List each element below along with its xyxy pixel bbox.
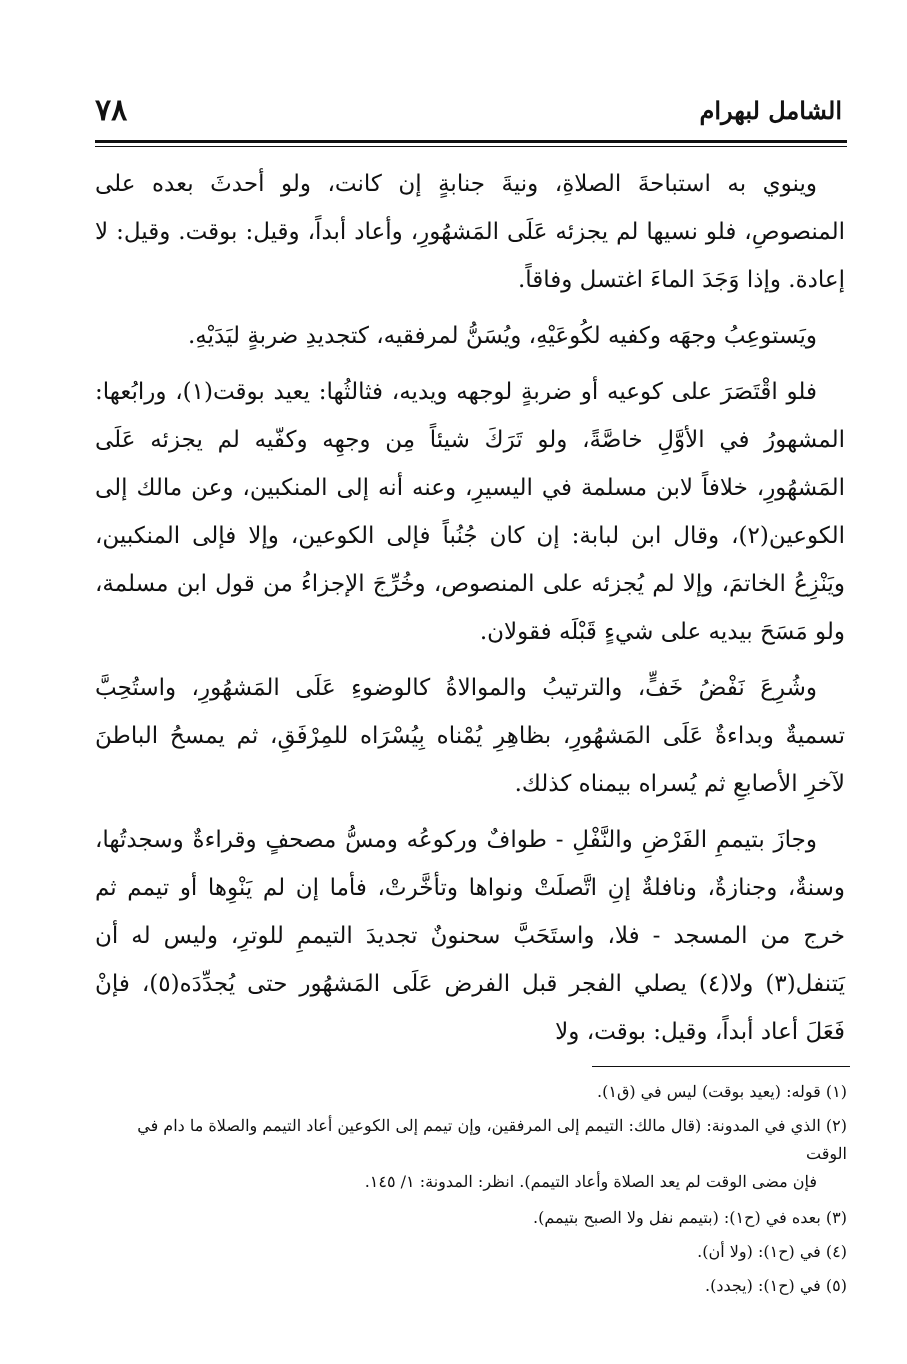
footnote-2-continued: فإن مضى الوقت لم يعد الصلاة وأعاد التيمم). انظر: المدونة: ١/ ١٤٥. bbox=[364, 1172, 817, 1191]
page-header bbox=[95, 90, 842, 130]
header-rule-thick bbox=[95, 140, 847, 143]
running-title: الشامل لبهرام bbox=[699, 95, 842, 125]
footnote-4: (٤) في (ح١): (ولا أن). bbox=[697, 1242, 847, 1261]
footnote-1: (١) قوله: (يعيد بوقت) ليس في (ق١). bbox=[597, 1082, 847, 1101]
header-rule-thin bbox=[95, 146, 847, 147]
footnote-separator bbox=[592, 1066, 850, 1067]
page-number: ٧٨ bbox=[95, 92, 128, 128]
paragraph-3: فلو اقْتَصَرَ على كوعيه أو ضربةٍ لوجهه ويديه، فثالثُها: يعيد بوقت(١)، ورابُعها: المشهورُ في الأوَّلِ خاصَّةً، ولو تَرَكَ شيئاً مِن وجهِه وكفّيه لم يجزئه عَلَى المَشهُورِ، خلافاً لابن مسلمة في اليسيرِ، وعنه أنه إلى المنكبين، وعن مالك إلى الكوعين(٢)، وقال ابن لبابة: إن كان جُنُباً فإلى الكوعين، وإلا فإلى المنكبين، ويَنْزِعُ الخاتمَ، وإلا لم يُجزئه على المنصوص، وخُرِّجَ الإجزاءُ من قول ابن مسلمة، ولو مَسَحَ بيديه على شيءٍ قَبْلَه فقولان. bbox=[95, 379, 845, 645]
paragraph-1: وينوي به استباحةَ الصلاةِ، ونيةَ جنابةٍ إن كانت، ولو أحدثَ بعده على المنصوصِ، فلو نسيها لم يجزئه عَلَى المَشهُورِ، وأعاد أبداً، وقيل: بوقت. وقيل: لا إعادة. وإذا وَجَدَ الماءَ اغتسل وفاقاً. bbox=[95, 171, 845, 293]
footnote-2: (٢) الذي في المدونة: (قال مالك: التيمم إلى المرفقين، وإن تيمم إلى الكوعين أعاد التيمم والصلاة ما دام في الوقت bbox=[137, 1116, 847, 1163]
paragraph-4: وشُرِعَ نَفْضُ خَفٍّ، والترتيبُ والموالاةُ كالوضوءِ عَلَى المَشهُورِ، واستُحِبَّ تسميةٌ وبداءةٌ عَلَى المَشهُورِ، بظاهِرِ يُمْناه بِيُسْرَاه للمِرْفَقِ، ثم يمسحُ الباطنَ لآخرِ الأصابعِ ثم يُسراه بيمناه كذلك. bbox=[95, 675, 845, 797]
main-text bbox=[95, 160, 845, 1064]
paragraph-2: ويَستوعِبُ وجهَه وكفيه لكُوعَيْهِ، ويُسَنُّ لمرفقيه، كتجديدِ ضربةٍ ليَدَيْهِ. bbox=[187, 323, 817, 349]
paragraph-5: وجازَ بتيممِ الفَرْضِ والنَّفْلِ - طوافٌ وركوعُه ومسُّ مصحفٍ وقراءةٌ وسجدتُها، وسنةٌ، وجنازةٌ، ونافلةٌ إنِ اتَّصلَتْ ونواها وتأخَّرتْ، فأما إن لم يَنْوِها أو تيمم ثم خرج من المسجد - فلا، واستَحَبَّ سحنونٌ تجديدَ التيممِ للوترِ، وليس له أن يَتنفل(٣) ولا(٤) يصلي الفجر قبل الفرض عَلَى المَشهُور حتى يُجدِّدَه(٥)، فإنْ فَعَلَ أعاد أبداً، وقيل: بوقت، ولا bbox=[95, 827, 845, 1045]
footnotes bbox=[95, 1078, 847, 1306]
footnote-5: (٥) في (ح١): (يجدد). bbox=[705, 1276, 847, 1295]
footnote-3: (٣) بعده في (ح١): (بتيمم نفل ولا الصبح بتيمم). bbox=[533, 1208, 847, 1227]
